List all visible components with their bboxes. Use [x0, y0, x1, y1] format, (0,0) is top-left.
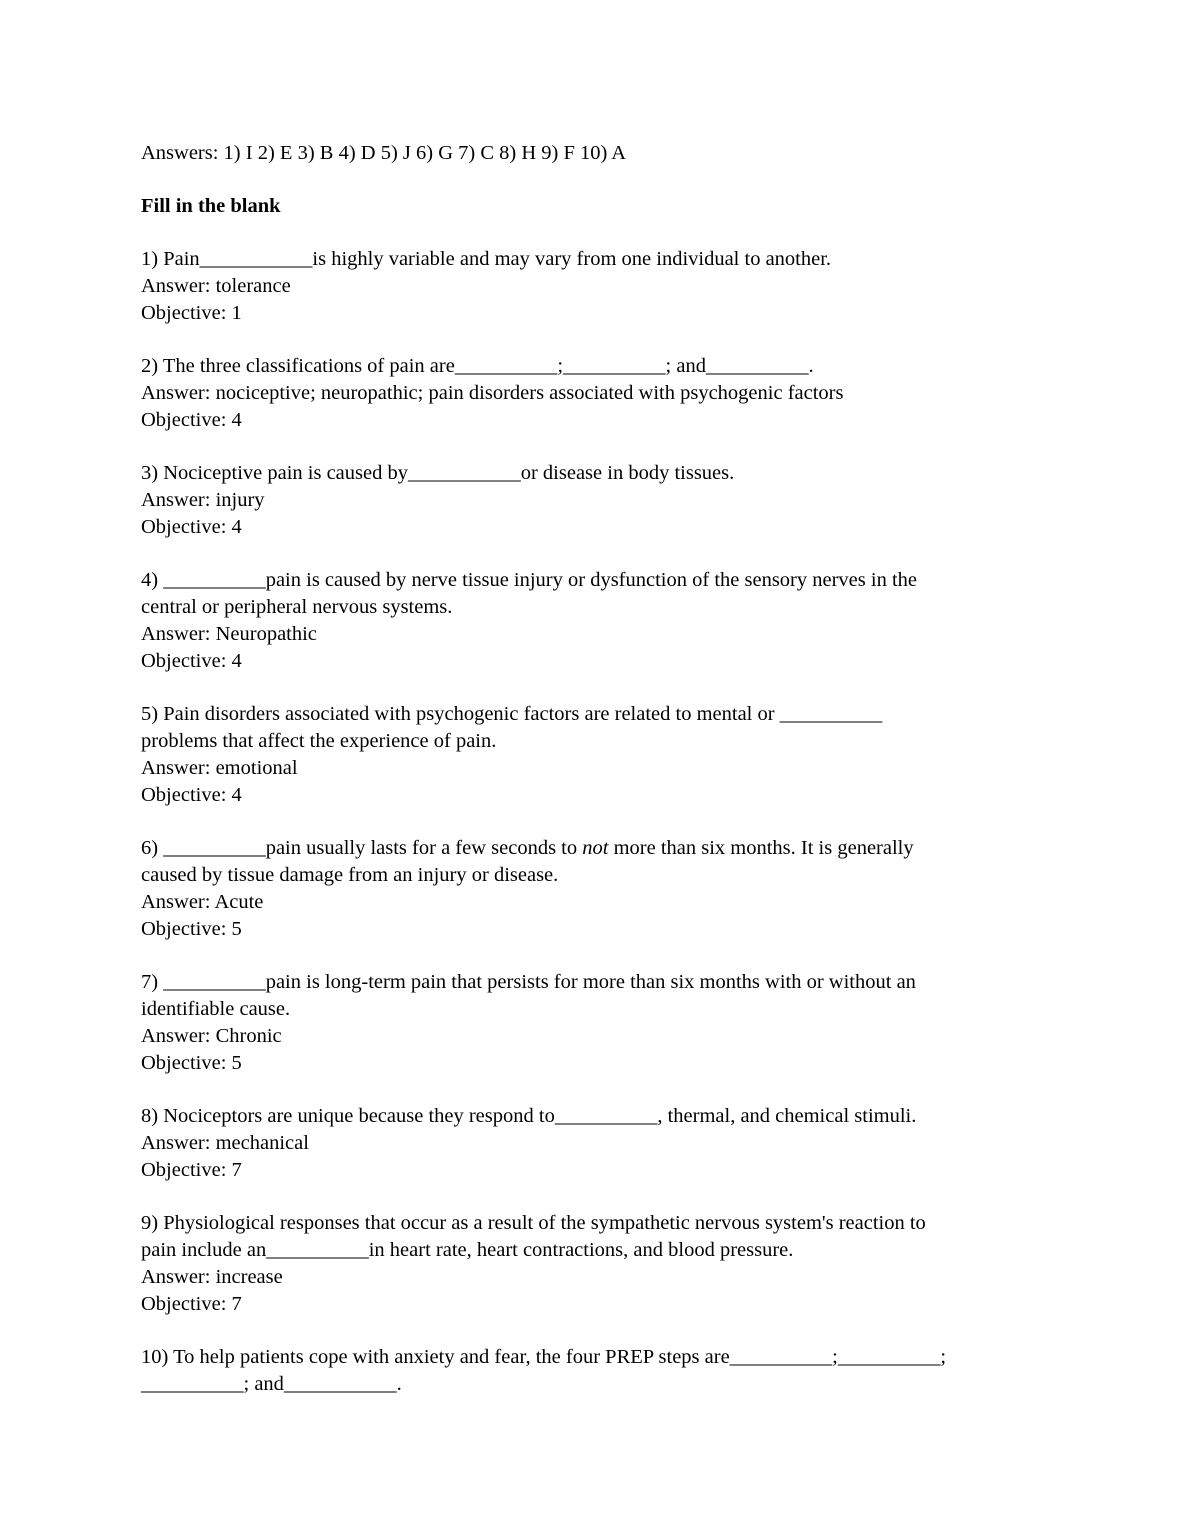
question-block: [141, 1103, 1130, 1184]
question-text-segment: more than six months. It is generally: [608, 837, 914, 859]
question-block: [141, 701, 1130, 809]
question-block: [141, 969, 1130, 1077]
question-block: [141, 1210, 1130, 1318]
objective-line: Objective: 4: [141, 516, 242, 538]
question-text-continuation-line: [141, 594, 1130, 621]
question-text-continuation-line: [141, 1237, 1130, 1264]
question-text-line: [141, 567, 1130, 594]
question-text-line: [141, 246, 1130, 273]
question-text-segment: central or peripheral nervous systems.: [141, 596, 453, 618]
question-text-continuation-line: [141, 728, 1130, 755]
objective-line: Objective: 1: [141, 302, 242, 324]
question-text-segment: 1) Pain___________is highly variable and may vary from one individual to another.: [141, 248, 832, 270]
question-block: [141, 1344, 1130, 1398]
answer-line: Answer: nociceptive; neuropathic; pain disorders associated with psychogenic factors: [141, 382, 844, 404]
answer-line: Answer: Chronic: [141, 1025, 282, 1047]
question-text-continuation-line: [141, 996, 1130, 1023]
question-block: [141, 246, 1130, 327]
question-text-line: [141, 969, 1130, 996]
question-block: [141, 460, 1130, 541]
question-text-segment: 9) Physiological responses that occur as a result of the sympathetic nervous system's reaction to: [141, 1212, 926, 1234]
question-text-segment: 2) The three classifications of pain are__________;__________; and__________.: [141, 355, 814, 377]
objective-line: Objective: 5: [141, 918, 242, 940]
question-text-segment: pain include an__________in heart rate, heart contractions, and blood pressure.: [141, 1239, 794, 1261]
question-block: [141, 353, 1130, 434]
question-text-line: [141, 701, 1130, 728]
question-text-line: [141, 1344, 1130, 1371]
answer-line: Answer: Acute: [141, 891, 264, 913]
answer-line: Answer: injury: [141, 489, 265, 511]
objective-line: Objective: 7: [141, 1293, 242, 1315]
question-text-line: [141, 460, 1130, 487]
answer-line: Answer: emotional: [141, 757, 298, 779]
question-italic-segment: not: [582, 837, 609, 859]
answer-line: Answer: mechanical: [141, 1132, 309, 1154]
question-text-line: [141, 1103, 1130, 1130]
question-text-segment: caused by tissue damage from an injury or disease.: [141, 864, 559, 886]
question-text-line: [141, 1210, 1130, 1237]
objective-line: Objective: 4: [141, 650, 242, 672]
question-text-segment: 6) __________pain usually lasts for a few seconds to: [141, 837, 583, 859]
question-text-segment: 7) __________pain is long-term pain that persists for more than six months with or without an: [141, 971, 916, 993]
answers-line: Answers: 1) I 2) E 3) B 4) D 5) J 6) G 7) C 8) H 9) F 10) A: [141, 142, 627, 164]
section-heading: Fill in the blank: [141, 195, 281, 217]
answer-line: Answer: tolerance: [141, 275, 291, 297]
objective-line: Objective: 7: [141, 1159, 242, 1181]
answer-line: Answer: increase: [141, 1266, 283, 1288]
question-text-segment: 4) __________pain is caused by nerve tissue injury or dysfunction of the sensory nerves in the: [141, 569, 917, 591]
question-text-segment: 5) Pain disorders associated with psychogenic factors are related to mental or __________: [141, 703, 883, 725]
question-block: [141, 835, 1130, 943]
question-text-segment: 8) Nociceptors are unique because they respond to__________, thermal, and chemical stimuli.: [141, 1105, 917, 1127]
question-text-continuation-line: [141, 1371, 1130, 1398]
question-text-segment: 10) To help patients cope with anxiety and fear, the four PREP steps are__________;__________;: [141, 1346, 947, 1368]
objective-line: Objective: 5: [141, 1052, 242, 1074]
question-text-segment: problems that affect the experience of pain.: [141, 730, 497, 752]
question-text-segment: __________; and___________.: [141, 1373, 402, 1395]
question-text-segment: identifiable cause.: [141, 998, 291, 1020]
objective-line: Objective: 4: [141, 409, 242, 431]
question-text-line: [141, 353, 1130, 380]
answer-line: Answer: Neuropathic: [141, 623, 317, 645]
questions-container: [141, 246, 1130, 1398]
question-text-segment: 3) Nociceptive pain is caused by___________or disease in body tissues.: [141, 462, 735, 484]
objective-line: Objective: 4: [141, 784, 242, 806]
question-block: [141, 567, 1130, 675]
question-text-continuation-line: [141, 862, 1130, 889]
question-text-line: [141, 835, 1130, 862]
